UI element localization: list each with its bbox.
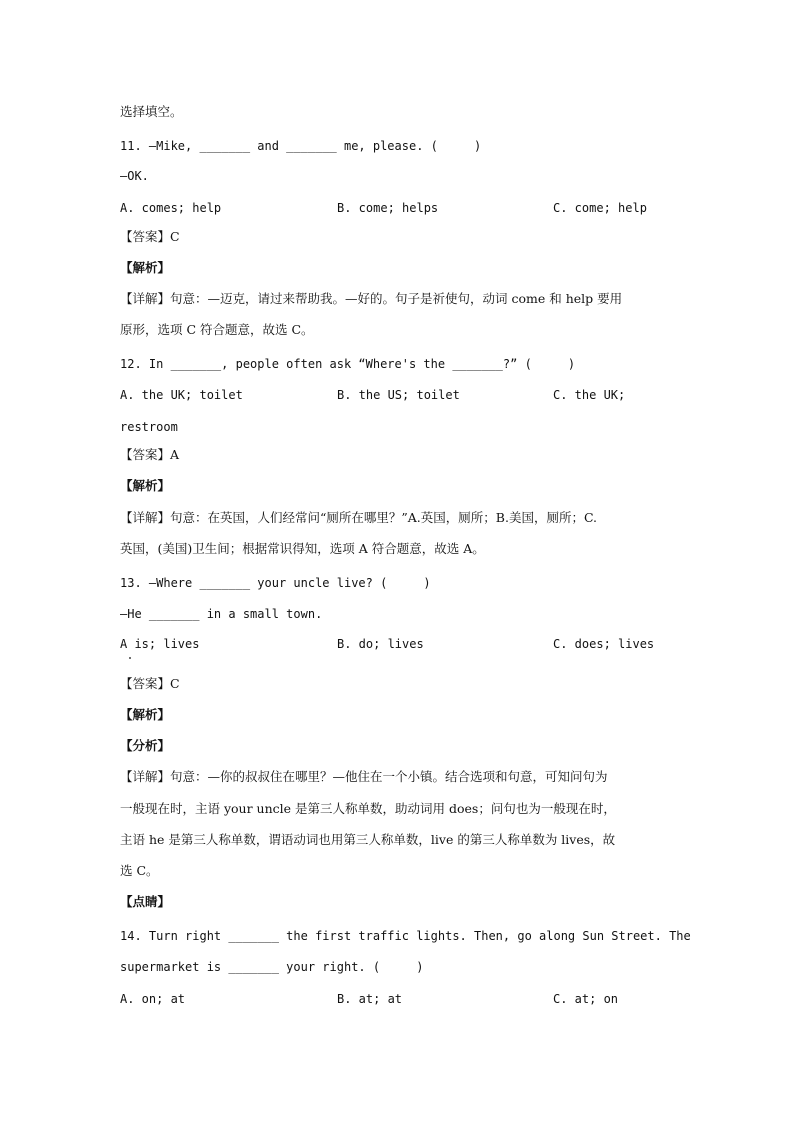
q11-detail-line-1: 【详解】句意：—迈克，请过来帮助我。—好的。句子是祈使句，动词 come 和 help 要用 [120,291,623,306]
q12-stem: 12. In _______, people often ask “Where's the _______?” ( ) [120,357,576,371]
q11-option-a: A. comes; help [120,201,222,215]
stray-dot-mark [129,657,131,659]
q12-detail-line-2: 英国，(美国)卫生间；根据常识得知，选项 A 符合题意，故选 A。 [120,541,485,556]
q13-detail-line-4: 选 C。 [120,863,159,878]
q14-stem-line-2: supermarket is _______ your right. ( ) [120,960,424,974]
q13-detail-line-1: 【详解】句意：—你的叔叔住在哪里？—他住在一个小镇。结合选项和句意，可知问句为 [120,769,608,784]
q13-answer: 【答案】C [120,676,180,691]
q14-option-a: A. on; at [120,992,186,1006]
q12-analysis-label: 【解析】 [120,478,171,493]
q13-stem: 13. —Where _______ your uncle live? ( ) [120,576,431,590]
q13-option-a: A is; lives [120,637,200,651]
q13-detail-line-2: 一般现在时，主语 your uncle 是第三人称单数，助动词用 does；问句也为一般现在时， [120,801,616,816]
q12-option-c: C. the UK; [553,388,626,402]
q13-reply: —He _______ in a small town. [120,607,323,621]
q11-analysis-label: 【解析】 [120,260,171,275]
q12-answer: 【答案】A [120,447,180,462]
q11-option-c: C. come; help [553,201,647,215]
q12-option-b: B. the US; toilet [337,388,460,402]
q11-option-b: B. come; helps [337,201,439,215]
q13-analysis-label: 【解析】 [120,707,171,722]
q12-option-c-continued: restroom [120,420,178,434]
q13-fenxi-label: 【分析】 [120,738,171,753]
q13-option-b: B. do; lives [337,637,424,651]
q11-detail-line-2: 原形，选项 C 符合题意，故选 C。 [120,322,314,337]
q14-option-b: B. at; at [337,992,403,1006]
q13-detail-line-3: 主语 he 是第三人称单数，谓语动词也用第三人称单数，live 的第三人称单数为 lives，故 [120,832,616,847]
q11-answer: 【答案】C [120,229,180,244]
q11-reply: —OK. [120,169,149,183]
q14-option-c: C. at; on [553,992,619,1006]
q12-option-a: A. the UK; toilet [120,388,243,402]
q14-stem-line-1: 14. Turn right _______ the first traffic lights. Then, go along Sun Street. The [120,929,691,943]
q11-stem: 11. —Mike, _______ and _______ me, please. ( ) [120,139,482,153]
q13-dianjing-label: 【点睛】 [120,894,171,909]
q12-detail-line-1: 【详解】句意：在英国，人们经常问“厕所在哪里？”A.英国，厕所；B.美国，厕所；C. [120,510,598,525]
section-title: 选择填空。 [120,104,183,119]
q13-option-c: C. does; lives [553,637,655,651]
